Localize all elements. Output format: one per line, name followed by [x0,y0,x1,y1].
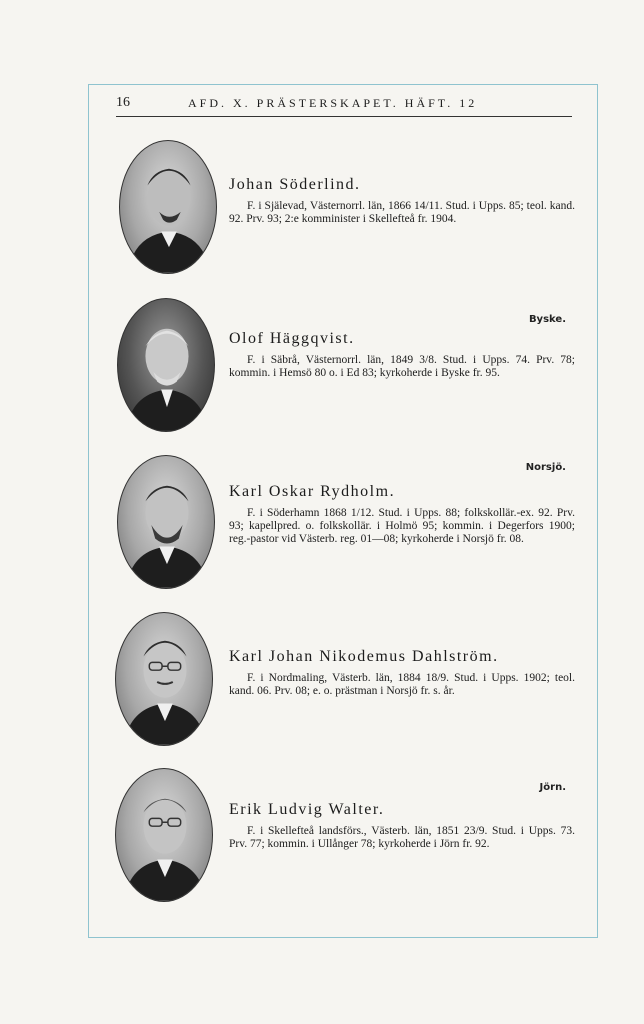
person-bio: F. i Säbrå, Västernorrl. län, 1849 3/8. Stud. i Upps. 74. Prv. 78; kommin. i Hemsö 80 o. i Ed 83; kyrkoherde i Byske fr. 95. [229,354,575,379]
person-name: Olof Häggqvist. [229,330,355,347]
portrait-figure-icon [118,299,214,431]
biography-entry [229,648,575,698]
biography-entry [229,801,575,851]
portrait-photo [117,455,215,589]
person-bio: F. i Skellefteå landsförs., Västerb. län, 1851 23/9. Stud. i Upps. 73. Prv. 77; kommin. i Ullånger 78; kyrkoherde i Jörn fr. 92. [229,825,575,850]
parish-heading: Byske. [528,314,566,325]
running-header [116,95,572,115]
portrait-figure-icon [118,456,214,588]
person-name: Erik Ludvig Walter. [229,801,385,818]
portrait-photo [115,768,213,902]
portrait-figure-icon [120,141,216,273]
person-name: Karl Oskar Rydholm. [229,483,396,500]
page-number: 16 [116,95,130,110]
portrait-photo [119,140,217,274]
biography-entry [229,330,575,380]
person-bio: F. i Söderhamn 1868 1/12. Stud. i Upps. 88; folkskollär.-ex. 92. Prv. 93; kapellpred. o. folkskollär. i Holmö 95; kommin. i Degerfors 1900; reg.-pastor vid Västerb. reg. 01—08; kyrkoherde i Norsjö fr. 08. [229,507,575,545]
person-name: Johan Söderlind. [229,176,361,193]
portrait-figure-icon [116,769,212,901]
person-bio: F. i Själevad, Västernorrl. län, 1866 14/11. Stud. i Upps. 85; teol. kand. 92. Prv. 93; 2:e komminister i Skellefteå fr. 1904. [229,200,575,225]
biography-entry [229,483,575,546]
running-title: AFD. X. PRÄSTERSKAPET. HÄFT. 12 [188,96,478,110]
portrait-figure-icon [116,613,212,745]
portrait-photo [117,298,215,432]
biography-entry [229,176,575,226]
parish-heading: Jörn. [539,782,566,793]
person-name: Karl Johan Nikodemus Dahlström. [229,648,499,665]
header-rule [116,116,572,117]
parish-heading: Norsjö. [525,462,566,473]
portrait-photo [115,612,213,746]
person-bio: F. i Nordmaling, Västerb. län, 1884 18/9. Stud. i Upps. 1902; teol. kand. 06. Prv. 08; e. o. prästman i Norsjö fr. s. år. [229,672,575,697]
